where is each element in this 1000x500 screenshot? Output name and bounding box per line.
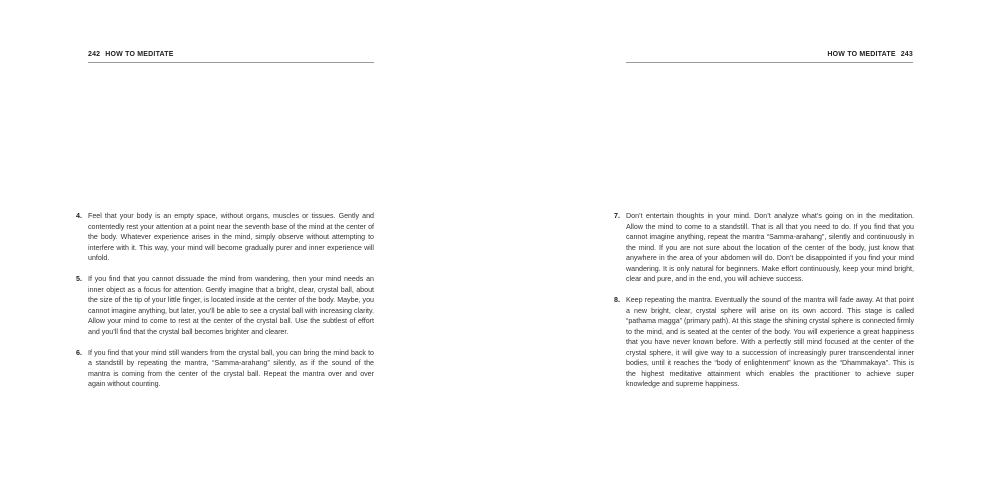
right-running-title: HOW TO MEDITATE [827, 51, 896, 58]
item-text: Don’t entertain thoughts in your mind. Don’t analyze what’s going on in the meditation. Allow the mind to come to a standstill. That is all that you need to do. If you find that you cannot imagine anything, repeat the mantra “Samma-arahang”, silently and continuously in the mind. If you are not sure about the location of the center of the body, just know that anywhere in the area of your abdomen will do. Don’t be disappointed if you find your mind wandering. It is only natural for beginners. Make effort continuously, keep your mind bright, clear and pure, and in the end, you will achieve success. [626, 212, 914, 283]
right-running-head [827, 51, 913, 58]
list-item [78, 274, 374, 337]
item-number: 5. [76, 275, 82, 283]
list-item [616, 295, 914, 390]
left-item-list [78, 211, 374, 400]
item-text: Keep repeating the mantra. Eventually the sound of the mantra will fade away. At that point a new bright, clear, crystal sphere will arise on its own accord. This stage is called “pathama magga” (primary path). At this stage the shining crystal sphere is connected firmly to the mind, and is seated at the center of the body. You will experience a great happiness that you have never known before. With a perfectly still mind focused at the center of the crystal sphere, it will give way to a succession of increasingly purer transcendental inner bodies, until it reaches the “body of enlightenment” known as the “Dhammakaya”. This is the highest meditative attainment which enables the practitioner to achieve super knowledge and supreme happiness. [626, 296, 914, 388]
list-item [78, 211, 374, 264]
item-number: 6. [76, 348, 82, 357]
item-text: If you find that you cannot dissuade the mind from wandering, then your mind needs an inner object as a focus for attention. Gently imagine that a bright, clear, crystal ball, about the size of the tip of your little finger, is located inside at the center of the body. Maybe, you cannot imagine anything, but later, you’ll be able to see a crystal ball with increasing clarity. Allow your mind to come to rest at the center of the crystal ball. Use the subtlest of effort and you’ll find that the crystal ball becomes brighter and clearer. [88, 275, 374, 336]
item-text: If you find that your mind still wanders from the crystal ball, you can bring the mind back to a standstill by repeating the mantra, “Samma-arahang” silently, as if the sound of the mantra is coming from the center of the crystal ball. Repeat the mantra over and over again without counting. [88, 348, 374, 388]
item-text: Feel that your body is an empty space, without organs, muscles or tissues. Gently and contentedly rest your attention at a point near the seventh base of the mind at the center of the body. Whatever experience arises in the mind, simply observe without attempting to interfere with it. This way, your mind will become gradually purer and inner experience will unfold. [88, 212, 374, 262]
right-item-list [616, 211, 914, 400]
item-number: 4. [76, 212, 82, 220]
item-number: 7. [614, 212, 620, 220]
left-header-rule [88, 62, 374, 63]
left-running-head [88, 51, 174, 58]
item-number: 8. [614, 296, 620, 304]
list-item [616, 211, 914, 285]
right-header-rule [626, 62, 913, 63]
left-running-title: HOW TO MEDITATE [105, 51, 174, 58]
right-page-number: 243 [900, 51, 913, 58]
right-page [500, 0, 1000, 500]
list-item [78, 348, 374, 390]
left-page-number: 242 [88, 51, 101, 58]
